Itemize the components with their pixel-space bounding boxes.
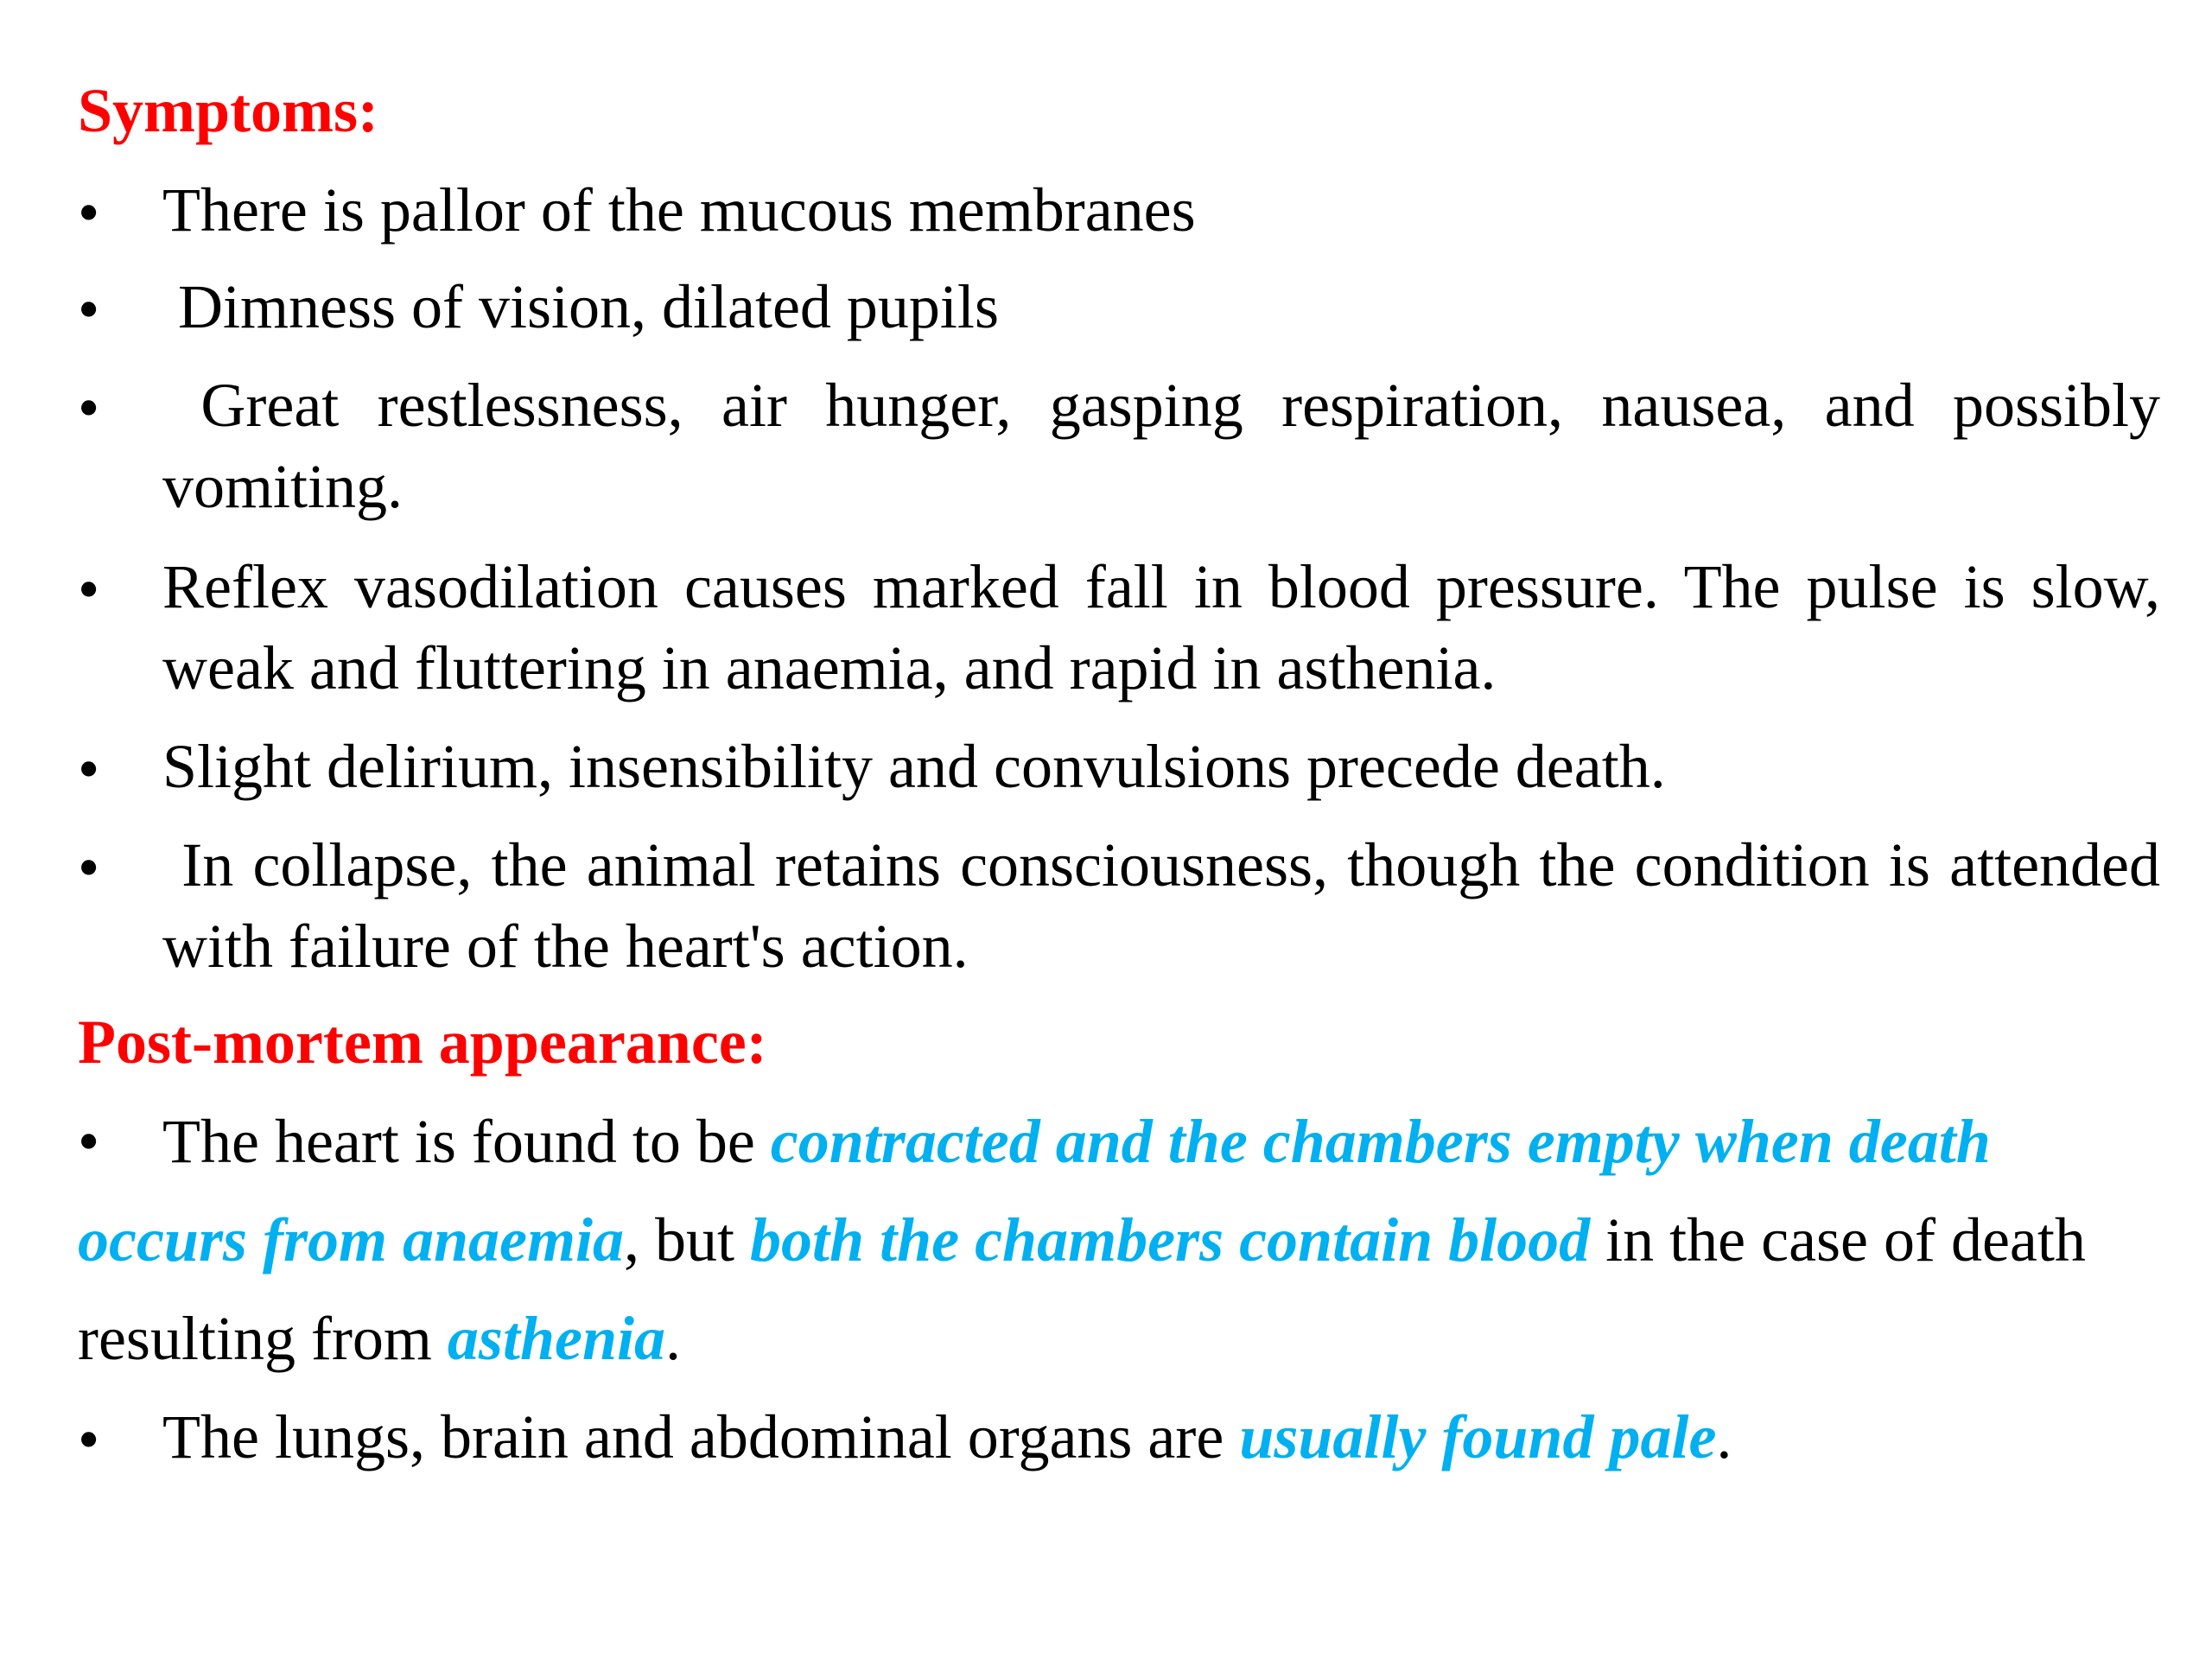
heart-paragraph — [78, 1092, 2160, 1388]
heart-highlight-1: contracted and the chambers empty when death occurs from anaemia — [78, 1107, 1991, 1274]
symptom-item: In collapse, the animal retains consciousness, though the condition is attended with failure of the heart's action. — [162, 830, 2177, 981]
bullet-icon: • — [78, 734, 100, 804]
heart-text-2: , but — [624, 1205, 751, 1274]
bullet-icon: • — [78, 275, 100, 344]
symptom-item: Slight delirium, insensibility and convulsions precede death. — [162, 732, 1666, 801]
bullet-icon: • — [78, 833, 100, 902]
symptoms-heading: Symptoms: — [78, 76, 379, 145]
postmortem-heading: Post-mortem appearance: — [78, 1007, 767, 1077]
heart-highlight-3: asthenia — [447, 1304, 665, 1373]
bullet-icon: • — [78, 1107, 100, 1176]
heart-text-1: The heart is found to be — [162, 1107, 771, 1176]
symptom-item: Dimness of vision, dilated pupils — [162, 272, 999, 341]
symptom-item: There is pallor of the mucous membranes — [162, 175, 1196, 245]
lungs-text-2: . — [1716, 1402, 1732, 1471]
lungs-highlight: usually found pale — [1239, 1402, 1717, 1471]
bullet-icon: • — [78, 373, 100, 442]
bullet-icon: • — [78, 555, 100, 624]
bullet-icon: • — [78, 178, 100, 247]
symptom-item: Reflex vasodilation causes marked fall in blood pressure. The pulse is slow, weak and fluttering in anaemia, and rapid in asthenia. — [162, 552, 2160, 702]
heart-text-3: in the case of death resulting from — [78, 1205, 2086, 1373]
heart-highlight-2: both the chambers contain blood — [750, 1205, 1591, 1274]
lungs-text-1: The lungs, brain and abdominal organs are — [162, 1402, 1240, 1471]
lungs-item — [162, 1396, 2160, 1478]
heart-text-4: . — [665, 1304, 681, 1373]
bullet-icon: • — [78, 1405, 100, 1474]
symptom-item: Great restlessness, air hunger, gasping respiration, nausea, and possibly vomiting. — [162, 371, 2177, 521]
